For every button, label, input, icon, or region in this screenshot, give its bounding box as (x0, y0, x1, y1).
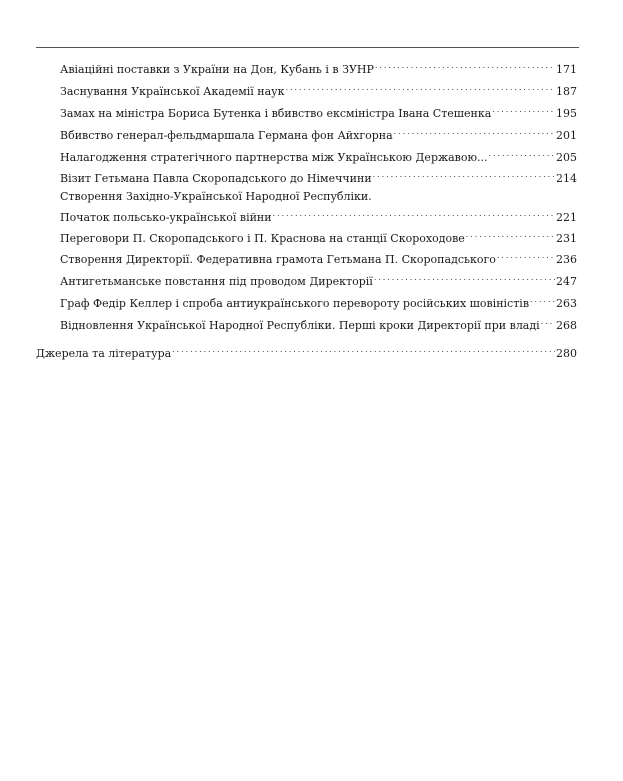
dot-leader (273, 207, 555, 221)
dot-leader (375, 59, 555, 73)
toc-entry-page: 236 (556, 253, 577, 266)
toc-entry-page: 195 (556, 107, 577, 120)
toc-entry-page: 247 (556, 275, 577, 288)
toc-entry-page: 231 (556, 232, 577, 245)
toc-entry-page: 280 (556, 347, 577, 360)
toc-entry-page: 214 (556, 172, 577, 185)
dot-leader (374, 271, 555, 285)
toc-entry[interactable] (60, 125, 577, 143)
toc-entry-title: Візит Гетьмана Павла Скоропадського до Німеччини (60, 172, 372, 185)
toc-entry-page: 268 (556, 319, 577, 332)
toc-entry-page: 187 (556, 85, 577, 98)
toc-entry[interactable] (60, 315, 577, 333)
toc-entry-title: Початок польсько-української війни (60, 211, 272, 224)
dot-leader (530, 293, 555, 307)
toc-entry-title: Заснування Української Академії наук (60, 85, 285, 98)
toc-entry[interactable] (60, 190, 577, 225)
dot-leader (394, 125, 555, 139)
toc-entry-page: 201 (556, 129, 577, 142)
dot-leader (373, 168, 555, 182)
toc-entry[interactable] (60, 228, 577, 246)
dot-leader (466, 228, 555, 242)
toc-entry-page: 205 (556, 151, 577, 164)
toc-entry-title-line1: Створення Західно-Української Народної Республіки. (60, 190, 372, 203)
toc-entry-sources[interactable] (36, 343, 577, 361)
toc-entry[interactable] (60, 81, 577, 99)
toc-entry-title: Антигетьманське повстання під проводом Директорії (60, 275, 373, 288)
toc-entry-page: 171 (556, 63, 577, 76)
toc-entry[interactable] (60, 103, 577, 121)
dot-leader (492, 103, 555, 117)
toc-entry-title: Джерела та література (36, 347, 172, 360)
toc-entry-title: Граф Федір Келлер і спроба антиукраїнського перевороту російських шовіністів (60, 297, 530, 310)
toc-entry[interactable] (60, 147, 577, 165)
toc-entry-title: Налагодження стратегічного партнерства між Українською Державою... (60, 151, 488, 164)
dot-leader (497, 249, 555, 263)
toc-entry-title: Вбивство генерал-фельдмаршала Германа фон Айхгорна (60, 129, 393, 142)
toc-entry-title: Переговори П. Скоропадського і П. Краснова на станції Скороходове (60, 232, 465, 245)
toc-entry[interactable] (60, 59, 577, 77)
toc-entry-title: Авіаційні поставки з України на Дон, Кубань і в ЗУНР (60, 63, 374, 76)
dot-leader (172, 343, 555, 357)
top-rule (36, 47, 579, 48)
toc-entry[interactable] (60, 293, 577, 311)
dot-leader (541, 315, 555, 329)
dot-leader (489, 147, 555, 161)
toc-entry-page: 263 (556, 297, 577, 310)
dot-leader (286, 81, 555, 95)
toc-entry-title: Замах на міністра Бориса Бутенка і вбивство ексміністра Івана Стешенка (60, 107, 492, 120)
toc-entry-page: 221 (556, 211, 577, 224)
toc-entry[interactable] (60, 249, 577, 267)
toc-entry-title: Відновлення Української Народної Республіки. Перші кроки Директорії при владі (60, 319, 540, 332)
toc-entry-title: Створення Директорії. Федеративна грамота Гетьмана П. Скоропадського (60, 253, 496, 266)
toc-entry[interactable] (60, 271, 577, 289)
toc-entry[interactable] (60, 168, 577, 186)
